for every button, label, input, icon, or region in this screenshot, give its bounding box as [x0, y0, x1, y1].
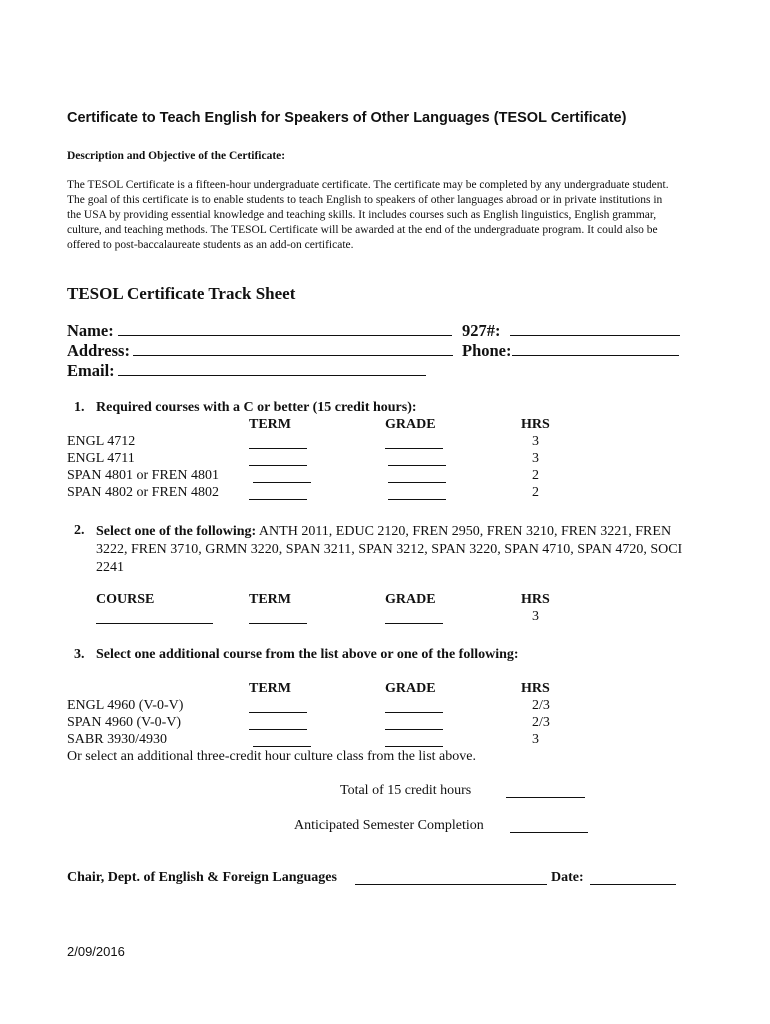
- name-label: Name:: [67, 321, 114, 340]
- section-2-hrs: 3: [532, 609, 539, 624]
- section-3-course: ENGL 4960 (V-0-V): [67, 698, 184, 713]
- section-1-grade-field[interactable]: [388, 482, 446, 483]
- section-3-course: SABR 3930/4930: [67, 732, 167, 747]
- section-3-hrs: 2/3: [532, 715, 550, 730]
- section-2-term-field[interactable]: [249, 623, 307, 624]
- section-1-term-header: TERM: [249, 417, 291, 432]
- description-heading: Description and Objective of the Certificate:: [67, 150, 286, 162]
- section-1-course: SPAN 4802 or FREN 4802: [67, 485, 219, 500]
- document-title: Certificate to Teach English for Speakers of Other Languages (TESOL Certificate): [67, 110, 627, 126]
- section-1-term-field[interactable]: [249, 465, 307, 466]
- section-3-term-field[interactable]: [253, 746, 311, 747]
- total-credit-hours-field[interactable]: [506, 797, 585, 798]
- section-1-number: 1.: [74, 400, 85, 415]
- section-3-term-field[interactable]: [249, 729, 307, 730]
- section-2-text: [96, 523, 686, 577]
- section-3-note: Or select an additional three-credit hour culture class from the list above.: [67, 749, 476, 764]
- section-3-grade-field[interactable]: [385, 729, 443, 730]
- section-3-grade-header: GRADE: [385, 681, 436, 696]
- section-3-grade-field[interactable]: [385, 712, 443, 713]
- id-label: 927#:: [462, 321, 501, 340]
- section-1-term-field[interactable]: [253, 482, 311, 483]
- section-1-hrs: 3: [532, 434, 539, 449]
- section-1-course: ENGL 4712: [67, 434, 136, 449]
- section-3-hrs-header: HRS: [521, 681, 550, 696]
- section-3-term-header: TERM: [249, 681, 291, 696]
- phone-label: Phone:: [462, 341, 512, 360]
- section-3-course: SPAN 4960 (V-0-V): [67, 715, 182, 730]
- section-2-lead: Select one of the following:: [96, 524, 257, 539]
- section-1-term-field[interactable]: [249, 499, 307, 500]
- description-text: The TESOL Certificate is a fifteen-hour undergraduate certificate. The certificate may be completed by any undergraduate student. The goal of this certificate is to enable students to teach English to speakers of other languages abroad or in private institutions in the USA by providing essential knowledge and teaching skills. It includes courses such as English linguistics, English grammar, culture, and teaching methods. The TESOL Certificate will be awarded at the end of the undergraduate program. It could also be offered to post-baccalaureate students as an add-on certificate.: [67, 179, 669, 251]
- chair-signature-label: Chair, Dept. of English & Foreign Languages: [67, 870, 337, 885]
- section-2-course-header: COURSE: [96, 592, 155, 607]
- chair-signature-field[interactable]: [355, 884, 547, 885]
- anticipated-completion-field[interactable]: [510, 832, 588, 833]
- section-3-term-field[interactable]: [249, 712, 307, 713]
- email-field[interactable]: [118, 375, 426, 376]
- section-1-grade-field[interactable]: [388, 499, 446, 500]
- section-1-grade-field[interactable]: [388, 465, 446, 466]
- section-3-heading: Select one additional course from the list above or one of the following:: [96, 647, 519, 662]
- id-field[interactable]: [510, 335, 680, 336]
- section-2-number: 2.: [74, 523, 85, 538]
- anticipated-completion-label: Anticipated Semester Completion: [294, 818, 484, 833]
- date-field[interactable]: [590, 884, 676, 885]
- section-2-grade-field[interactable]: [385, 623, 443, 624]
- total-credit-hours-label: Total of 15 credit hours: [340, 783, 472, 798]
- section-1-hrs: 3: [532, 451, 539, 466]
- section-3-number: 3.: [74, 647, 85, 662]
- section-1-term-field[interactable]: [249, 448, 307, 449]
- section-2-hrs-header: HRS: [521, 592, 550, 607]
- phone-field[interactable]: [512, 355, 679, 356]
- address-label: Address:: [67, 341, 130, 360]
- footer-date: 2/09/2016: [67, 944, 125, 959]
- section-1-course: SPAN 4801 or FREN 4801: [67, 468, 219, 483]
- name-field[interactable]: [118, 335, 452, 336]
- section-1-course: ENGL 4711: [67, 451, 135, 466]
- email-label: Email:: [67, 361, 115, 380]
- section-2-course-list: ANTH 2011, EDUC 2120, FREN 2950, FREN 3210, FREN 3221, FREN 3222, FREN 3710, GRMN 3220, SPAN 3211, SPAN 3212, SPAN 3220, SPAN 4710, SPAN 4720, SOCI 2241: [96, 524, 683, 575]
- section-2-term-header: TERM: [249, 592, 291, 607]
- section-1-hrs: 2: [532, 468, 539, 483]
- section-1-hrs: 2: [532, 485, 539, 500]
- address-field[interactable]: [133, 355, 453, 356]
- section-1-grade-field[interactable]: [385, 448, 443, 449]
- section-2-course-field[interactable]: [96, 623, 213, 624]
- section-3-hrs: 2/3: [532, 698, 550, 713]
- section-3-hrs: 3: [532, 732, 539, 747]
- track-sheet-heading: TESOL Certificate Track Sheet: [67, 284, 296, 303]
- date-label: Date:: [551, 870, 584, 885]
- section-1-grade-header: GRADE: [385, 417, 436, 432]
- section-3-grade-field[interactable]: [385, 746, 443, 747]
- section-1-heading: Required courses with a C or better (15 credit hours):: [96, 400, 417, 415]
- section-1-hrs-header: HRS: [521, 417, 550, 432]
- section-2-grade-header: GRADE: [385, 592, 436, 607]
